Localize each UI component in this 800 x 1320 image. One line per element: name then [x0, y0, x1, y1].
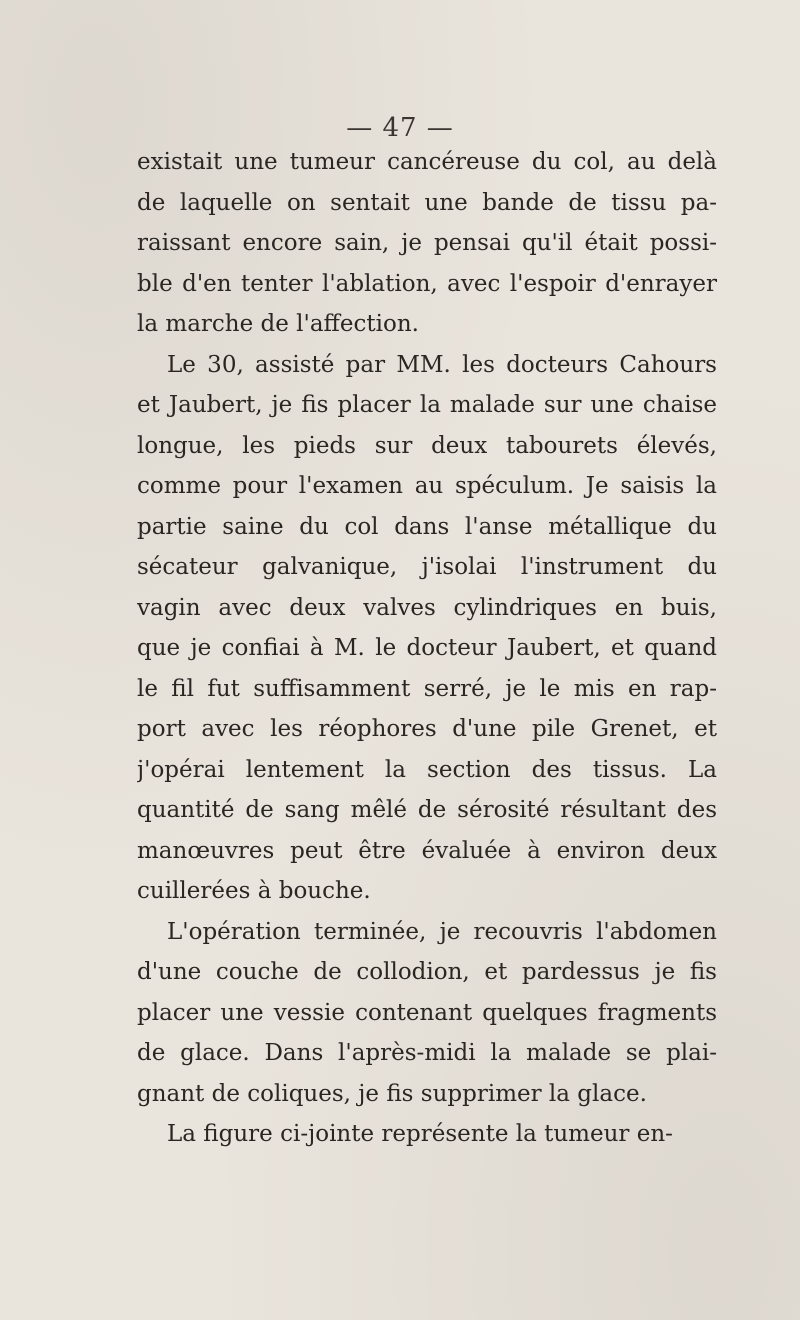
text-line: le fil fut suffisamment serré, je le mis en rap-	[137, 675, 717, 702]
text-line: existait une tumeur cancéreuse du col, au delà	[137, 149, 717, 175]
text-line: la marche de l'affection.	[137, 311, 419, 337]
text-line: ble d'en tenter l'ablation, avec l'espoir d'enrayer	[137, 270, 717, 297]
text-line: placer une vessie contenant quelques fragments	[137, 999, 717, 1026]
text-line: j'opérai lentement la section des tissus. La	[137, 756, 717, 783]
text-line: manœuvres peut être évaluée à environ deux	[137, 837, 717, 864]
text-line: de laquelle on sentait une bande de tissu pa-	[137, 189, 717, 216]
text-line: partie saine du col dans l'anse métallique du	[137, 513, 717, 540]
text-line: longue, les pieds sur deux tabourets élevés,	[137, 432, 717, 459]
text-line: cuillerées à bouche.	[137, 878, 371, 904]
text-line: sécateur galvanique, j'isolai l'instrument du	[137, 554, 717, 580]
text-line: port avec les réophores d'une pile Grenet, et	[137, 716, 717, 742]
text-line: quantité de sang mêlé de sérosité résultant des	[137, 797, 717, 823]
text-line: de glace. Dans l'après-midi la malade se plai-	[137, 1040, 717, 1066]
text-line: La figure ci-jointe représente la tumeur en-	[167, 1121, 673, 1147]
text-line: raissant encore sain, je pensai qu'il était possi-	[137, 230, 717, 256]
text-line: vagin avec deux valves cylindriques en buis,	[137, 594, 717, 621]
page-number: — 47 —	[346, 113, 454, 143]
text-line: gnant de coliques, je fis supprimer la glace.	[137, 1080, 647, 1107]
body-text	[137, 142, 717, 1155]
text-line: et Jaubert, je fis placer la malade sur une chaise	[137, 392, 717, 418]
text-line: L'opération terminée, je recouvris l'abdomen	[167, 918, 717, 945]
text-line: que je confiai à M. le docteur Jaubert, et quand	[137, 635, 717, 661]
text-line: comme pour l'examen au spéculum. Je saisis la	[137, 473, 717, 499]
text-line: d'une couche de collodion, et pardessus je fis	[137, 959, 717, 985]
text-line: Le 30, assisté par MM. les docteurs Cahours	[167, 351, 717, 378]
